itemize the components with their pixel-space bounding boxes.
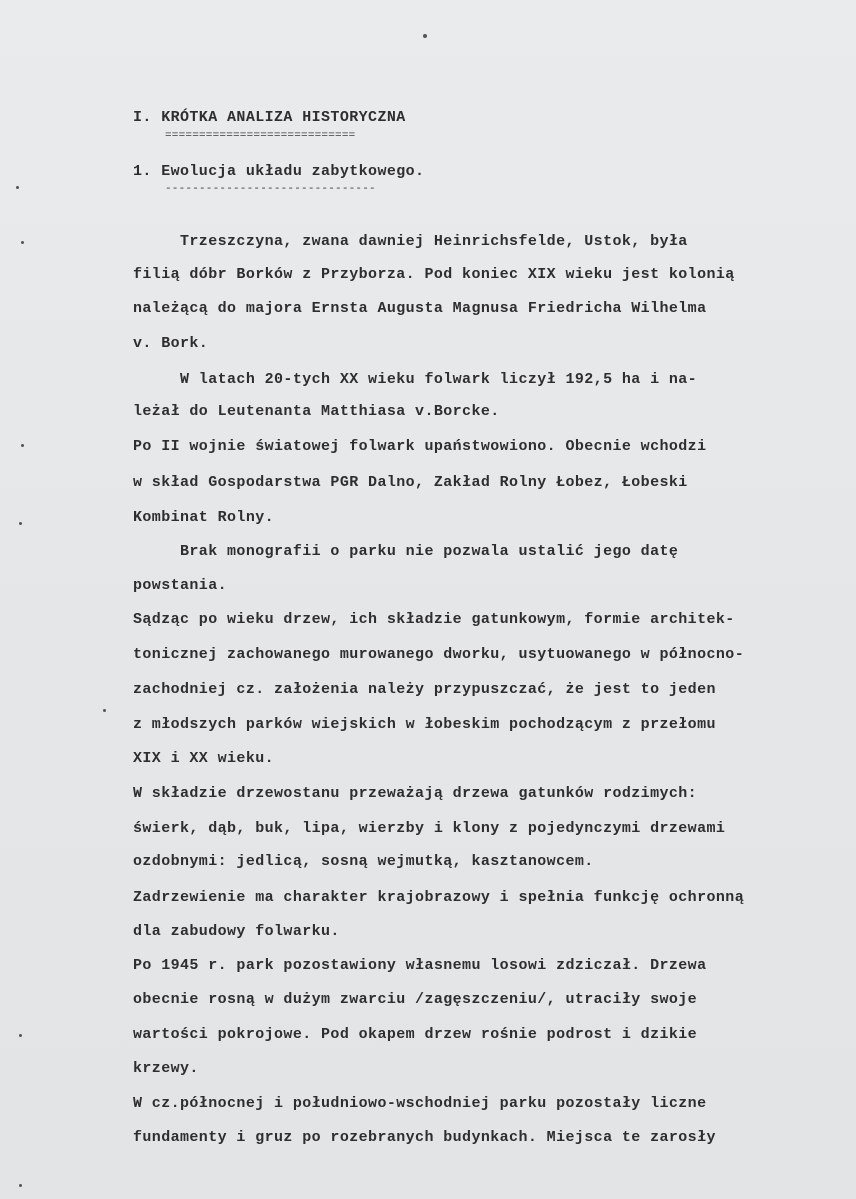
body-line: Trzeszczyna, zwana dawniej Heinrichsfelde, Ustok, była — [133, 233, 688, 250]
margin-mark — [21, 444, 24, 447]
margin-mark — [19, 1184, 22, 1187]
body-line: W składzie drzewostanu przeważają drzewa gatunków rodzimych: — [133, 785, 698, 802]
body-line: W latach 20-tych XX wieku folwark liczył 192,5 ha i na- — [133, 371, 698, 388]
margin-mark — [21, 241, 24, 244]
body-line: tonicznej zachowanego murowanego dworku, usytuowanego w północno- — [133, 646, 745, 663]
section-heading: I. KRÓTKA ANALIZA HISTORYCZNA — [133, 109, 406, 126]
body-line: krzewy. — [133, 1060, 199, 1077]
body-line: należącą do majora Ernsta Augusta Magnusa Friedricha Wilhelma — [133, 300, 707, 317]
margin-mark — [19, 522, 22, 525]
body-line: Po II wojnie światowej folwark upaństwowiono. Obecnie wchodzi — [133, 438, 707, 455]
body-line: leżał do Leutenanta Matthiasa v.Borcke. — [133, 403, 500, 420]
body-line: wartości pokrojowe. Pod okapem drzew rośnie podrost i dzikie — [133, 1026, 698, 1043]
section-heading-underline: ============================ — [165, 130, 356, 142]
body-line: fundamenty i gruz po rozebranych budynkach. Miejsca te zarosły — [133, 1129, 716, 1146]
margin-mark — [19, 1034, 22, 1037]
punch-mark — [423, 34, 427, 38]
margin-mark — [16, 186, 19, 189]
body-line: Sądząc po wieku drzew, ich składzie gatunkowym, formie architek- — [133, 611, 735, 628]
body-line: Po 1945 r. park pozostawiony własnemu losowi zdziczał. Drzewa — [133, 957, 707, 974]
body-line: dla zabudowy folwarku. — [133, 923, 340, 940]
subsection-heading: 1. Ewolucja układu zabytkowego. — [133, 163, 425, 180]
body-line: XIX i XX wieku. — [133, 750, 275, 767]
body-line: Brak monografii o parku nie pozwala ustalić jego datę — [133, 543, 679, 560]
body-line: z młodszych parków wiejskich w łobeskim pochodzącym z przełomu — [133, 716, 716, 733]
margin-mark — [103, 709, 106, 712]
body-line: świerk, dąb, buk, lipa, wierzby i klony z pojedynczymi drzewami — [133, 820, 726, 837]
subsection-heading-underline: ------------------------------- — [165, 183, 376, 195]
body-line: obecnie rosną w dużym zwarciu /zagęszczeniu/, utraciły swoje — [133, 991, 698, 1008]
body-line: zachodniej cz. założenia należy przypuszczać, że jest to jeden — [133, 681, 716, 698]
body-line: powstania. — [133, 577, 228, 594]
body-line: ozdobnymi: jedlicą, sosną wejmutką, kasztanowcem. — [133, 853, 594, 870]
body-line: filią dóbr Borków z Przyborza. Pod koniec XIX wieku jest kolonią — [133, 266, 735, 283]
body-line: Zadrzewienie ma charakter krajobrazowy i spełnia funkcję ochronną — [133, 889, 745, 906]
body-line: Kombinat Rolny. — [133, 509, 275, 526]
body-line: v. Bork. — [133, 335, 209, 352]
body-line: w skład Gospodarstwa PGR Dalno, Zakład Rolny Łobez, Łobeski — [133, 474, 688, 491]
body-line: W cz.północnej i południowo-wschodniej parku pozostały liczne — [133, 1095, 707, 1112]
